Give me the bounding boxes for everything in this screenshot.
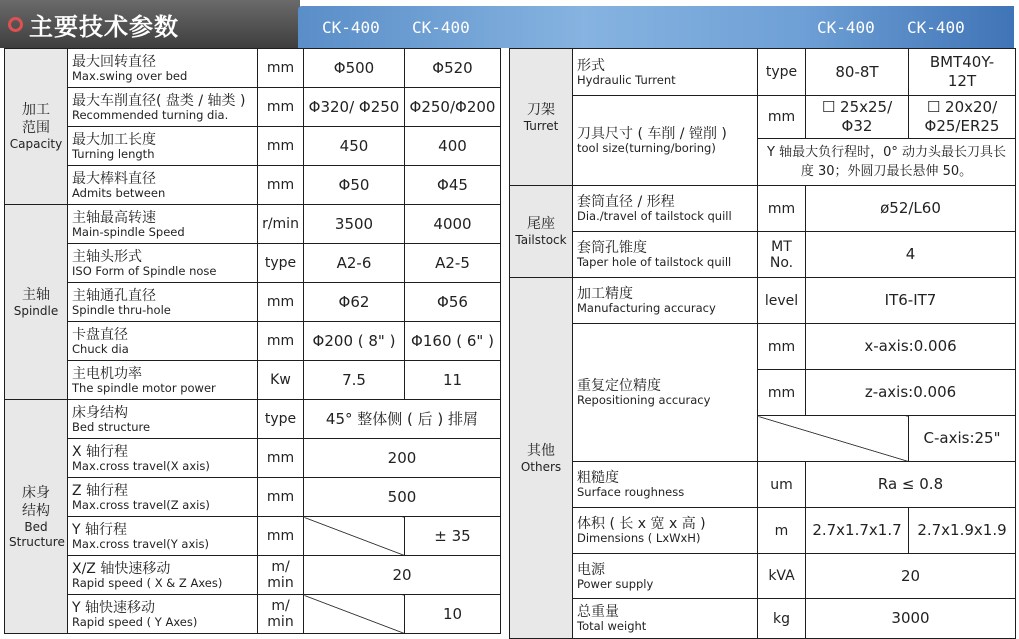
spec-unit: mm: [758, 324, 806, 370]
table-row: [5, 400, 501, 439]
spec-value: Φ56: [405, 283, 501, 322]
table-row: [5, 322, 501, 361]
spec-value: ☐ 20x20/ Φ25/ER25: [909, 96, 1016, 139]
table-row: [510, 462, 1016, 508]
table-row: [510, 554, 1016, 599]
model-label: CK-400: [412, 18, 470, 37]
table-row: [5, 517, 501, 556]
group-capacity: 加工 范围 Capacity: [5, 49, 68, 205]
spec-note: Y 轴最大负行程时，0° 动力头最长刀具长度 30；外圆刀最长悬伸 50。: [758, 139, 1016, 186]
spec-unit: type: [258, 244, 304, 283]
spec-label: 总重量 Total weight: [573, 599, 758, 639]
group-bed-structure: 床身 结构 Bed Structure: [5, 400, 68, 634]
spec-label: 刀具尺寸 ( 车削 / 镗削 ) tool size(turning/boring): [573, 96, 758, 186]
spec-label: X 轴行程 Max.cross travel(X axis): [68, 439, 258, 478]
table-row: [5, 205, 501, 244]
spec-value: 4000: [405, 205, 501, 244]
spec-unit: mm: [258, 166, 304, 205]
spec-label: 套筒孔锥度 Taper hole of tailstock quill: [573, 232, 758, 278]
spec-label: 主电机功率 The spindle motor power: [68, 361, 258, 400]
table-row: [5, 166, 501, 205]
group-tailstock: 尾座 Tailstock: [510, 186, 573, 278]
spec-label: 形式 Hydraulic Turrent: [573, 49, 758, 96]
spec-value: 2.7x1.9x1.9: [909, 508, 1016, 554]
table-row: [510, 186, 1016, 232]
spec-unit: m/ min: [258, 595, 304, 634]
group-turret: 刀架 Turret: [510, 49, 573, 186]
spec-value: BMT40Y- 12T: [909, 49, 1016, 96]
spec-value: 400: [405, 127, 501, 166]
spec-value: ± 35: [405, 517, 501, 556]
table-row: [5, 595, 501, 634]
spec-label: 最大车削直径( 盘类 / 轴类 ) Recommended turning dia.: [68, 88, 258, 127]
spec-value: x-axis:0.006: [806, 324, 1016, 370]
spec-label: 体积 ( 长 x 宽 x 高 ) Dimensions ( LxWxH): [573, 508, 758, 554]
table-row: [510, 232, 1016, 278]
spec-value: C-axis:25": [909, 416, 1016, 462]
model-label: CK-400: [322, 18, 380, 37]
spec-label: 主轴头形式 ISO Form of Spindle nose: [68, 244, 258, 283]
table-row: [5, 556, 501, 595]
spec-value: Φ320/ Φ250: [304, 88, 405, 127]
spec-value: Φ500: [304, 49, 405, 88]
table-row: [5, 88, 501, 127]
spec-value: Φ62: [304, 283, 405, 322]
spec-unit: um: [758, 462, 806, 508]
spec-value: 3000: [806, 599, 1016, 639]
page-title: [8, 8, 179, 40]
spec-unit: type: [758, 49, 806, 96]
spec-unit: mm: [258, 517, 304, 556]
table-row: [5, 127, 501, 166]
spec-value: 4: [806, 232, 1016, 278]
spec-unit: type: [258, 400, 304, 439]
spec-value: ☐ 25x25/ Φ32: [806, 96, 909, 139]
spec-label: Z 轴行程 Max.cross travel(Z axis): [68, 478, 258, 517]
spec-unit: m: [758, 508, 806, 554]
empty-diagonal-cell: [304, 517, 405, 556]
spec-label: 主轴最高转速 Main-spindle Speed: [68, 205, 258, 244]
table-row: [510, 508, 1016, 554]
empty-diagonal-cell: [304, 595, 405, 634]
table-row: [510, 599, 1016, 639]
page-title-text: 主要技术参数: [29, 12, 179, 41]
group-others: 其他 Others: [510, 278, 573, 639]
spec-value: 80-8T: [806, 49, 909, 96]
spec-label: 卡盘直径 Chuck dia: [68, 322, 258, 361]
spec-label: 最大回转直径 Max.swing over bed: [68, 49, 258, 88]
spec-value: Ra ≤ 0.8: [806, 462, 1016, 508]
table-row: [5, 439, 501, 478]
spec-unit: mm: [258, 322, 304, 361]
spec-label: 最大棒料直径 Admits between: [68, 166, 258, 205]
spec-value: A2-6: [304, 244, 405, 283]
spec-unit: kg: [758, 599, 806, 639]
right-spec-table: [509, 48, 1016, 639]
spec-value: IT6-IT7: [806, 278, 1016, 324]
spec-label: 电源 Power supply: [573, 554, 758, 599]
spec-value: Φ160 ( 6" ): [405, 322, 501, 361]
spec-unit: mm: [258, 283, 304, 322]
model-label: CK-400: [817, 18, 875, 37]
spec-unit: MT No.: [758, 232, 806, 278]
bullet-ring-icon: [8, 17, 23, 32]
spec-value: 500: [304, 478, 501, 517]
spec-value: Φ200 ( 8" ): [304, 322, 405, 361]
spec-value: 20: [304, 556, 501, 595]
spec-value: 2.7x1.7x1.7: [806, 508, 909, 554]
spec-label: X/Z 轴快速移动 Rapid speed ( X & Z Axes): [68, 556, 258, 595]
spec-unit: m/ min: [258, 556, 304, 595]
spec-value: Φ50: [304, 166, 405, 205]
spec-label: Y 轴快速移动 Rapid speed ( Y Axes): [68, 595, 258, 634]
spec-value: 20: [806, 554, 1016, 599]
page-header: [0, 0, 1019, 48]
spec-value: 45° 整体侧 ( 后 ) 排屑: [304, 400, 501, 439]
spec-unit: mm: [258, 439, 304, 478]
spec-label: 最大加工长度 Turning length: [68, 127, 258, 166]
spec-label: 套筒直径 / 形程 Dia./travel of tailstock quill: [573, 186, 758, 232]
spec-value: Φ520: [405, 49, 501, 88]
spec-unit: level: [758, 278, 806, 324]
model-label: CK-400: [907, 18, 965, 37]
spec-value: 200: [304, 439, 501, 478]
spec-unit: mm: [258, 127, 304, 166]
spec-label: Y 轴行程 Max.cross travel(Y axis): [68, 517, 258, 556]
spec-unit: mm: [758, 186, 806, 232]
spec-value: ø52/L60: [806, 186, 1016, 232]
table-row: [510, 96, 1016, 139]
spec-label: 主轴通孔直径 Spindle thru-hole: [68, 283, 258, 322]
table-row: [510, 324, 1016, 370]
spec-unit: mm: [258, 478, 304, 517]
spec-unit: kVA: [758, 554, 806, 599]
spec-value: Φ250/Φ200: [405, 88, 501, 127]
spec-unit: r/min: [258, 205, 304, 244]
table-row: [5, 283, 501, 322]
table-row: [510, 278, 1016, 324]
spec-value: 3500: [304, 205, 405, 244]
table-row: [5, 478, 501, 517]
spec-value: 7.5: [304, 361, 405, 400]
spec-unit: mm: [758, 96, 806, 139]
spec-value: 450: [304, 127, 405, 166]
spec-label: 重复定位精度 Repositioning accuracy: [573, 324, 758, 462]
spec-unit: mm: [258, 49, 304, 88]
spec-value: 10: [405, 595, 501, 634]
table-row: [5, 49, 501, 88]
group-spindle: 主轴 Spindle: [5, 205, 68, 400]
table-row: [5, 361, 501, 400]
spec-label: 床身结构 Bed structure: [68, 400, 258, 439]
spec-unit: Kw: [258, 361, 304, 400]
table-row: [510, 49, 1016, 96]
spec-unit: mm: [258, 88, 304, 127]
spec-value: 11: [405, 361, 501, 400]
spec-label: 粗糙度 Surface roughness: [573, 462, 758, 508]
spec-value: Φ45: [405, 166, 501, 205]
spec-value: A2-5: [405, 244, 501, 283]
spec-label: 加工精度 Manufacturing accuracy: [573, 278, 758, 324]
left-spec-table: [4, 48, 501, 634]
table-row: [5, 244, 501, 283]
spec-value: z-axis:0.006: [806, 370, 1016, 416]
empty-diagonal-cell: [758, 416, 909, 462]
spec-unit: mm: [758, 370, 806, 416]
